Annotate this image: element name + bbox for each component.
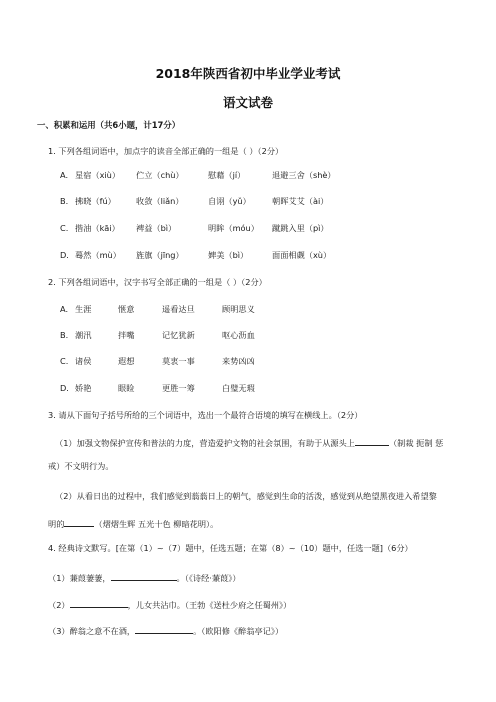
word-choices: （熠熠生辉 五光十色 柳暗花明）。: [94, 519, 219, 529]
item-text: （1）蒹葭萋萋，: [48, 573, 111, 583]
sentence-text: 明的: [48, 519, 65, 529]
exam-title: 2018年陕西省初中毕业学业考试: [155, 66, 341, 81]
exam-subtitle: 语文试卷: [222, 95, 273, 110]
option-item: 娇艳: [75, 383, 92, 393]
option-label: D.: [60, 250, 69, 260]
section-heading: 一、积累和运用（共6小题，计17分）: [37, 120, 181, 130]
option-item: 蹴跳入里（pì）: [272, 223, 329, 233]
option-item: 伫立（chù）: [136, 170, 184, 180]
question-3-sentence-1: [55, 436, 443, 449]
option-item: 揩油（kāi）: [75, 223, 120, 233]
answer-blank[interactable]: [70, 598, 128, 608]
item-text: （3）醉翁之意不在酒，: [48, 626, 136, 636]
option-item: 遐想: [118, 356, 135, 366]
option-label: C.: [60, 356, 69, 366]
word-choices: （制裁 扼制 惩: [388, 438, 444, 448]
option-item: 生涯: [75, 304, 92, 314]
option-label: B.: [60, 196, 69, 206]
question-4-item-1: [48, 571, 241, 584]
option-label: A.: [60, 304, 69, 314]
option-item: 旌旗（jīng）: [136, 250, 184, 260]
option-item: 惬意: [118, 304, 135, 314]
item-source: 。（《诗经·蒹葭》）: [176, 573, 241, 583]
question-4-item-2: [48, 598, 291, 611]
item-source: ，儿女共沾巾。（王勃《送杜少府之任蜀州》）: [127, 600, 292, 610]
option-item: 收敛（liǎn）: [136, 196, 184, 206]
option-item: 面面相觑（xù）: [272, 250, 332, 260]
option-item: 遥看达旦: [162, 304, 195, 314]
question-3-sentence-1-cont: 戒）不文明行为。: [48, 461, 114, 471]
option-item: 诸侯: [75, 356, 92, 366]
option-item: 呕心沥血: [222, 330, 255, 340]
option-item: 顾明思义: [222, 304, 255, 314]
option-label: C.: [60, 223, 69, 233]
option-item: 星宿（xiù）: [75, 170, 121, 180]
option-item: 裨益（bì）: [136, 223, 177, 233]
option-item: 白璧无瑕: [222, 383, 255, 393]
item-text: （2）: [48, 600, 70, 610]
option-item: 莫衷一事: [162, 356, 195, 366]
answer-blank[interactable]: [135, 624, 193, 634]
question-3-sentence-2: （2）从看日出的过程中，我们感觉到蓊蓊日上的朝气，感觉到生命的活泼，感觉到从绝望黑夜进入希望黎: [55, 491, 437, 501]
question-1-stem: 1. 下列各组词语中，加点字的读音全部正确的一组是（ ）（2分）: [48, 146, 284, 156]
question-3-stem: 3. 请从下面句子括号所给的三个词语中，选出一个最符合语境的填写在横线上。（2分）: [48, 410, 363, 420]
option-item: 朝晖艾艾（ài）: [272, 196, 329, 206]
option-item: 蓦然（mù）: [75, 250, 121, 260]
option-item: 慰藉（jí）: [208, 170, 246, 180]
option-item: 退避三舍（shè）: [272, 170, 336, 180]
option-item: 婢美（bì）: [208, 250, 249, 260]
answer-blank[interactable]: [355, 436, 389, 446]
question-2-stem: 2. 下列各组词语中，汉字书写全部正确的一组是（ ）（2分）: [48, 277, 267, 287]
option-item: 拌嘴: [118, 330, 135, 340]
option-item: 更胜一筹: [162, 383, 195, 393]
option-item: 拂晓（fú）: [75, 196, 116, 206]
answer-blank[interactable]: [111, 571, 177, 581]
answer-blank[interactable]: [64, 517, 94, 527]
option-item: 潮汛: [75, 330, 92, 340]
option-item: 记忆犹新: [162, 330, 195, 340]
option-item: 自诩（yǔ）: [208, 196, 251, 206]
option-item: 眼睑: [118, 383, 135, 393]
item-source: 。（欧阳修《醉翁亭记》）: [193, 626, 284, 636]
option-item: 明眸（móu）: [208, 223, 259, 233]
question-4-stem: 4. 经典诗文默写。[在第（1）~（7）题中，任选五题；在第（8）~（10）题中，任选一题]（6分）: [48, 543, 413, 553]
option-label: B.: [60, 330, 69, 340]
question-3-sentence-2-cont: [48, 517, 218, 530]
option-label: A.: [60, 170, 69, 180]
option-item: 来势凶凶: [222, 356, 255, 366]
option-label: D.: [60, 383, 69, 393]
sentence-text: （1）加强文物保护宣传和普法的力度，营造爱护文物的社会氛围，有助于从源头上: [55, 438, 355, 448]
question-4-item-3: [48, 624, 283, 637]
